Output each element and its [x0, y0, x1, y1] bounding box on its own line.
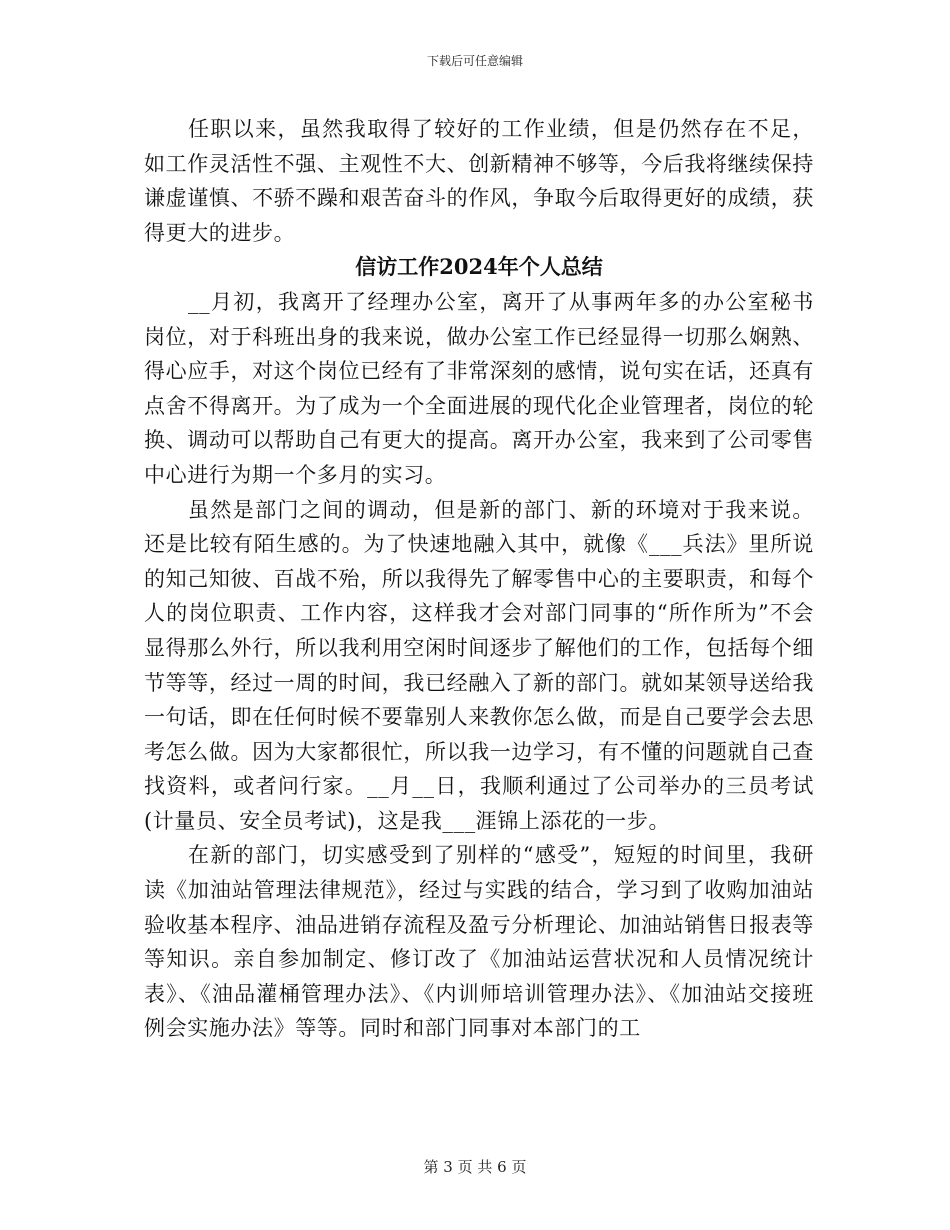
page-footer: 第 3 页 共 6 页 [423, 1158, 527, 1176]
section-title: 信访工作2024年个人总结 [355, 254, 603, 280]
document-body [144, 112, 814, 1046]
paragraph-1: 任职以来，虽然我取得了较好的工作业绩，但是仍然存在不足，如工作灵活性不强、主观性不大、创新精神不够等，今后我将继续保持谦虚谨慎、不骄不躁和艰苦奋斗的作风，争取今后取得更好的成绩，获得更大的进步。 [144, 117, 814, 245]
page-header: 下载后可任意编辑 [426, 54, 523, 68]
paragraph-2: __月初，我离开了经理办公室，离开了从事两年多的办公室秘书岗位，对于科班出身的我来说，做办公室工作已经显得一切那么娴熟、得心应手，对这个岗位已经有了非常深刻的感情，说句实在话，还真有点舍不得离开。为了成为一个全面进展的现代化企业管理者，岗位的轮换、调动可以帮助自己有更大的提高。离开办公室，我来到了公司零售中心进行为期一个多月的实习。 [144, 289, 814, 487]
paragraph-4: 在新的部门，切实感受到了别样的“感受”，短短的时间里，我研读《加油站管理法律规范》，经过与实践的结合，学习到了收购加油站验收基本程序、油品进销存流程及盈亏分析理论、加油站销售日报表等等知识。亲自参加制定、修订改了《加油站运营状况和人员情况统计表》、《油品灌桶管理办法》、《内训师培训管理办法》、《加油站交接班例会实施办法》等等。同时和部门同事对本部门的工 [144, 843, 814, 1041]
paragraph-3: 虽然是部门之间的调动，但是新的部门、新的环境对于我来说。还是比较有陌生感的。为了快速地融入其中，就像《___兵法》里所说的知己知彼、百战不殆，所以我得先了解零售中心的主要职责，和每个人的岗位职责、工作内容，这样我才会对部门同事的“所作所为”不会显得那么外行，所以我利用空闲时间逐步了解他们的工作，包括每个细节等等，经过一周的时间，我已经融入了新的部门。就如某领导送给我一句话，即在任何时候不要靠别人来教你怎么做，而是自己要学会去思考怎么做。因为大家都很忙，所以我一边学习，有不懂的问题就自己查找资料，或者问行家。__月__日，我顺利通过了公司举办的三员考试(计量员、安全员考试)，这是我___涯锦上添花的一步。 [144, 497, 814, 833]
